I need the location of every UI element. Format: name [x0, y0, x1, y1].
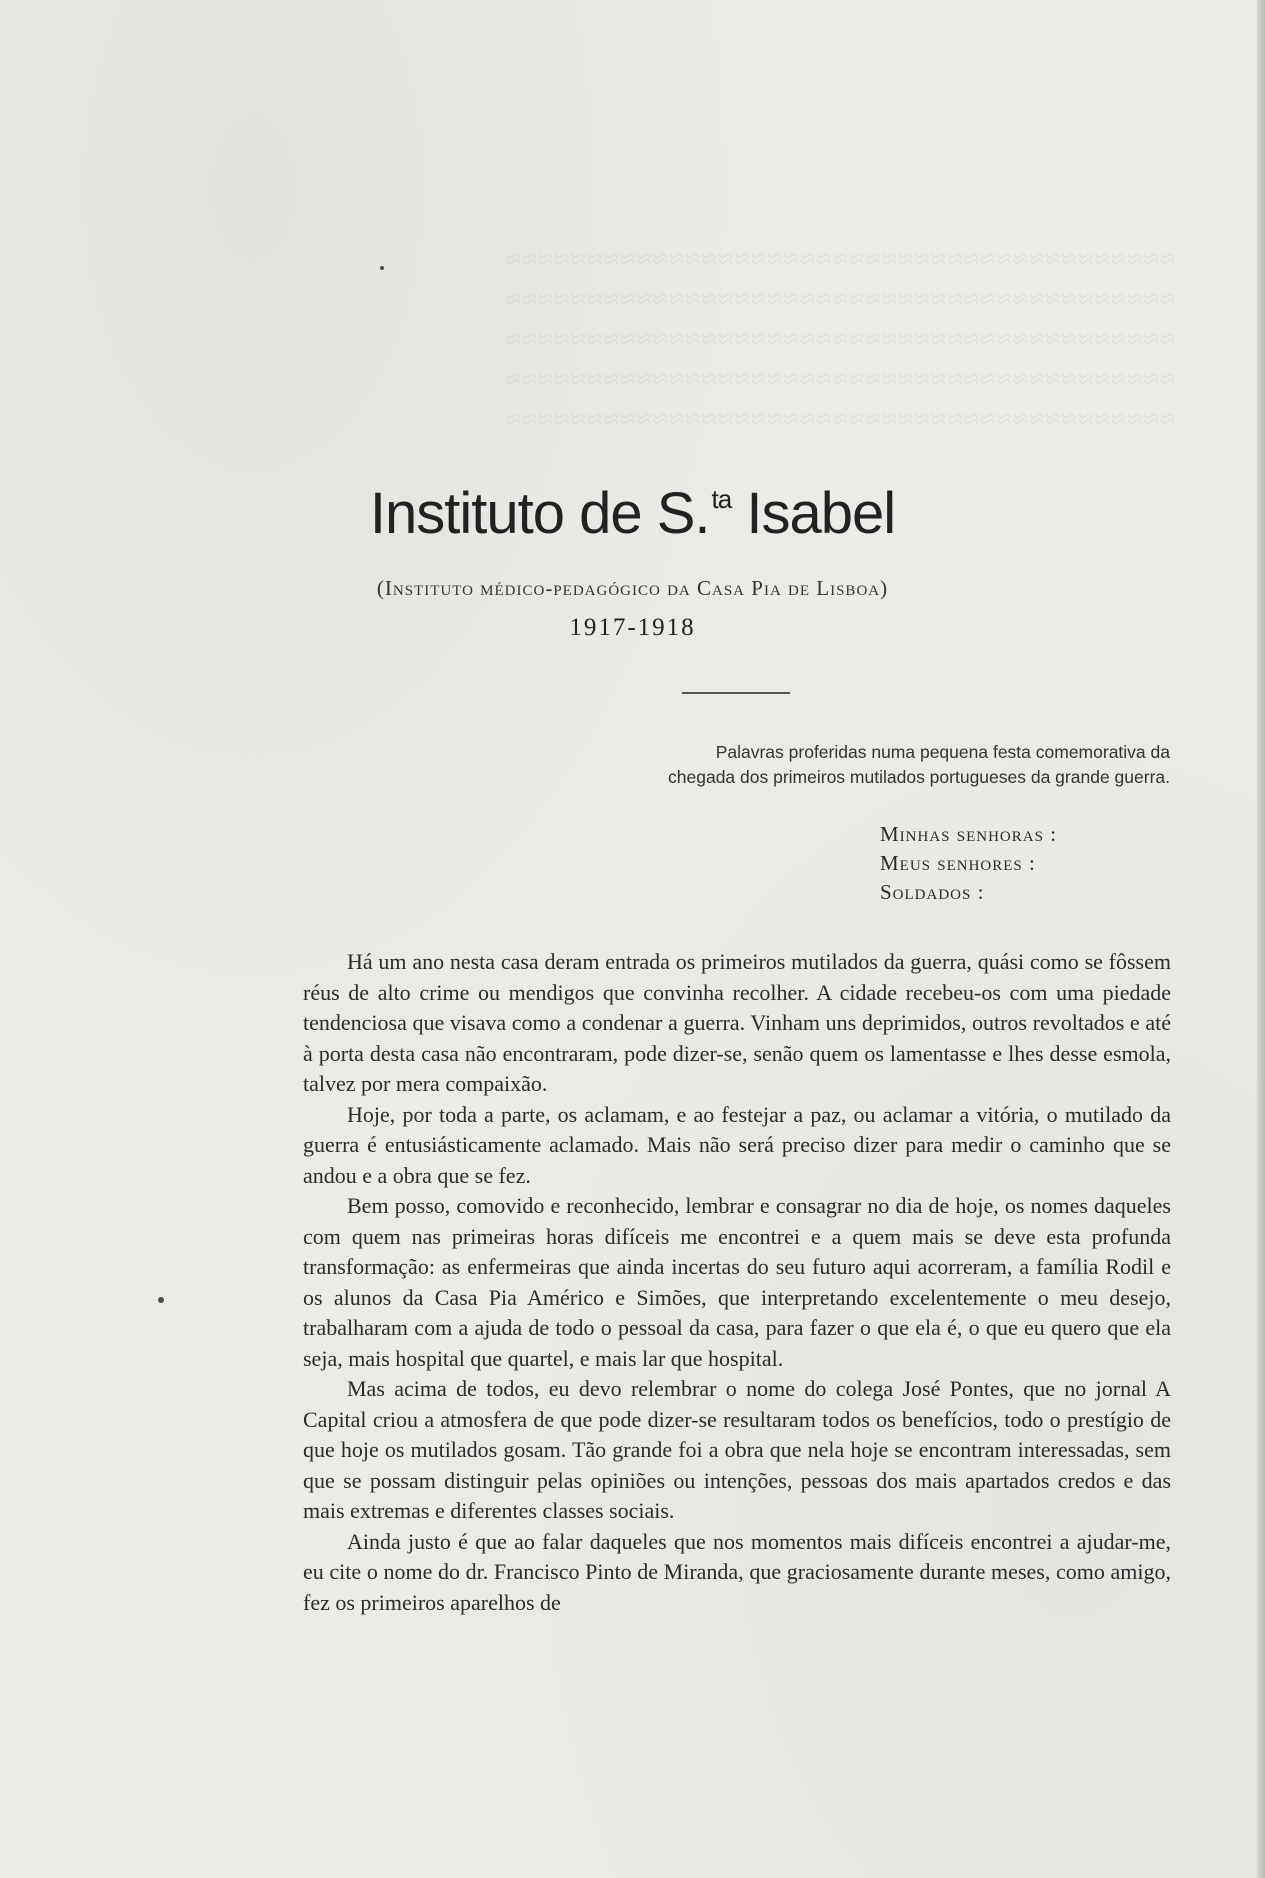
note-line: Palavras proferidas numa pequena festa comemorativa da: [715, 742, 1170, 762]
salutations: [880, 820, 1057, 907]
paragraph: Ainda justo é que ao falar daqueles que nos momentos mais difíceis encontrei a ajudar-me, eu cite o nome do dr. Francisco Pinto de Miranda, que graciosamente durante meses, como amigo, fez os primeiros aparelhos de: [303, 1528, 1171, 1615]
bleed-through-texture: ≈≈≈≈≈≈≈≈≈≈≈≈≈≈≈≈≈≈≈≈≈≈≈≈≈≈≈≈≈≈≈≈≈≈≈≈≈≈≈≈≈ ≈≈≈≈≈≈≈≈≈≈≈≈≈≈≈≈≈≈≈≈≈≈≈≈≈≈≈≈≈≈≈≈≈≈≈≈≈≈≈≈≈ ≈≈≈≈≈≈≈≈≈≈≈≈≈≈≈≈≈≈≈≈≈≈≈≈≈≈≈≈≈≈≈≈≈≈≈≈≈≈≈≈≈ ≈≈≈≈≈≈≈≈≈≈≈≈≈≈≈≈≈≈≈≈≈≈≈≈≈≈≈≈≈≈≈≈≈≈≈≈≈≈≈≈≈ ≈≈≈≈≈≈≈≈≈≈≈≈≈≈≈≈≈≈≈≈≈≈≈≈≈≈≈≈≈≈≈≈≈≈≈≈≈≈≈≈≈: [503, 244, 1175, 435]
paragraph: Bem posso, comovido e reconhecido, lembrar e consagrar no dia de hoje, os nomes daqueles com quem nas primeiras horas difíceis me encontrei e a quem mais se deve esta profunda transformação: as enfermeiras que ainda incertas do seu futuro aqui acorreram, a família Rodil e os alunos da Casa Pia Américo e Simões, que interpretando excelentemente o meu desejo, trabalharam com a ajuda de todo o pessoal da casa, para fazer o que ela é, o que eu quero que ela seja, mais hospital que quartel, e mais lar que hospital.: [303, 1193, 1171, 1371]
ink-speck: [380, 266, 384, 270]
paragraph: Hoje, por toda a parte, os aclamam, e ao festejar a paz, ou aclamar a vitória, o mutilado da guerra é entusiásticamente aclamado. Mais não será preciso dizer para medir o caminho que se andou e a obra que se fez.: [303, 1101, 1171, 1188]
title-tail: Isabel: [746, 481, 896, 546]
paragraph: Mas acima de todos, eu devo relembrar o nome do colega José Pontes, que no jornal A Capital criou a atmosfera de que pode dizer-se resultaram todos os benefícios, todo o prestígio de que hoje os mutilados gosam. Tão grande foi a obra que nela hoje se encontram interessadas, sem que se possam distinguir pelas opiniões ou intenções, pessoas dos mais apartados credos e das mais extremas e diferentes classes sociais.: [303, 1376, 1171, 1523]
title-superscript: ta: [711, 484, 732, 514]
year-range: 1917-1918: [569, 614, 696, 641]
speech-body: [303, 947, 1171, 1618]
page-title: [0, 480, 1265, 547]
paragraph: Há um ano nesta casa deram entrada os primeiros mutilados da guerra, quási como se fôssem réus de alto crime ou mendigos que convinha recolher. A cidade recebeu-os com uma piedade tendenciosa que visava como a condenar a guerra. Vinham uns deprimidos, outros revoltados e até à porta desta casa não encontraram, pode dizer-se, senão quem os lamentasse e lhes desse esmola, talvez por mera compaixão.: [303, 949, 1171, 1096]
title-main: Instituto de S.: [369, 481, 710, 546]
salutation-line: Minhas senhoras :: [880, 822, 1058, 846]
page-edge-shadow: [1257, 0, 1265, 1878]
speech-note: [520, 740, 1170, 790]
salutation-line: Soldados :: [880, 880, 985, 904]
subtitle: (Instituto médico-pedagógico da Casa Pia de Lisboa): [376, 576, 889, 600]
ink-speck: [158, 1297, 164, 1303]
salutation-line: Meus senhores :: [880, 851, 1036, 875]
note-line: chegada dos primeiros mutilados portugueses da grande guerra.: [668, 767, 1170, 787]
divider-rule: [682, 692, 790, 694]
